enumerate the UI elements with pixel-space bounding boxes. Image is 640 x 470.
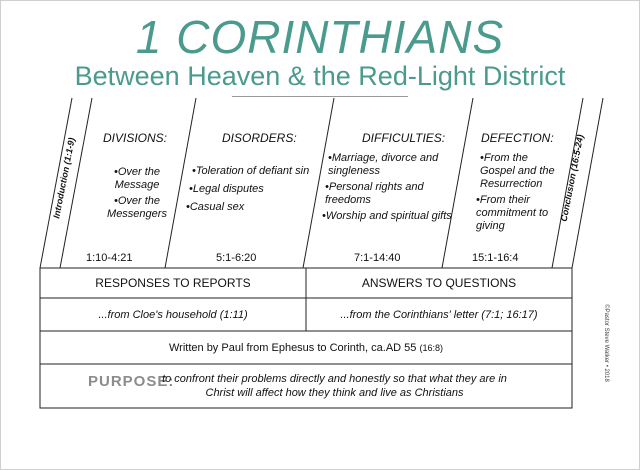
from-corinthians-letter: ...from the Corinthians' letter (7:1; 16:17) [340,308,538,321]
purpose-label: PURPOSE: [88,373,175,390]
introduction-label: Introduction (1:1-9) [51,136,77,220]
disorders-heading: DISORDERS: [222,131,297,145]
page-title: 1 CORINTHIANS [135,11,505,63]
list-item: •Personal rights and freedoms [325,181,424,206]
list-item: •Casual sex [186,201,245,213]
list-item: •Over the Message [113,166,161,191]
defection-ref: 15:1-16:4 [472,252,519,264]
copyright-credit: ©Pastor Steve Walker • 2018 [603,304,609,382]
list-item: •Toleration of defiant sin [192,165,310,177]
from-cloe-household: ...from Cloe's household (1:11) [98,308,248,321]
conclusion-label: Conclusion (16:5-24) [558,133,586,223]
answers-to-questions: ANSWERS TO QUESTIONS [361,276,517,290]
written-by-row [40,331,572,364]
list-item: •Worship and spiritual gifts [322,210,452,222]
difficulties-list [322,152,454,226]
divisions-heading: DIVISIONS: [103,131,168,145]
slant-line-conclusion-outer [572,98,603,268]
disorders-ref: 5:1-6:20 [216,252,257,264]
disorders-list [186,165,316,217]
written-by-text: Written by Paul from Ephesus to Corinth, ca.AD 55 [169,341,417,354]
divisions-list [96,166,178,224]
difficulties-ref: 7:1-14:40 [354,252,401,264]
list-item: •From the Gospel and the Resurrection [480,152,555,190]
list-item: •Over the Messengers [107,195,167,220]
difficulties-heading: DIFFICULTIES: [362,131,446,145]
list-item: •From their commitment to giving [476,194,549,232]
written-by-ref: (16:8) [419,342,443,353]
page-subtitle: Between Heaven & the Red-Light District [74,61,566,91]
defection-list [474,152,560,236]
responses-to-reports: RESPONSES TO REPORTS [95,276,251,290]
list-item: •Marriage, divorce and singleness [328,152,439,177]
list-item: •Legal disputes [189,183,264,195]
purpose-text: to confront their problems directly and honestly so that what they are in Christ will affect how they think and live as Christians [162,373,507,399]
defection-heading: DEFECTION: [481,131,554,145]
divisions-ref: 1:10-4:21 [86,252,133,264]
